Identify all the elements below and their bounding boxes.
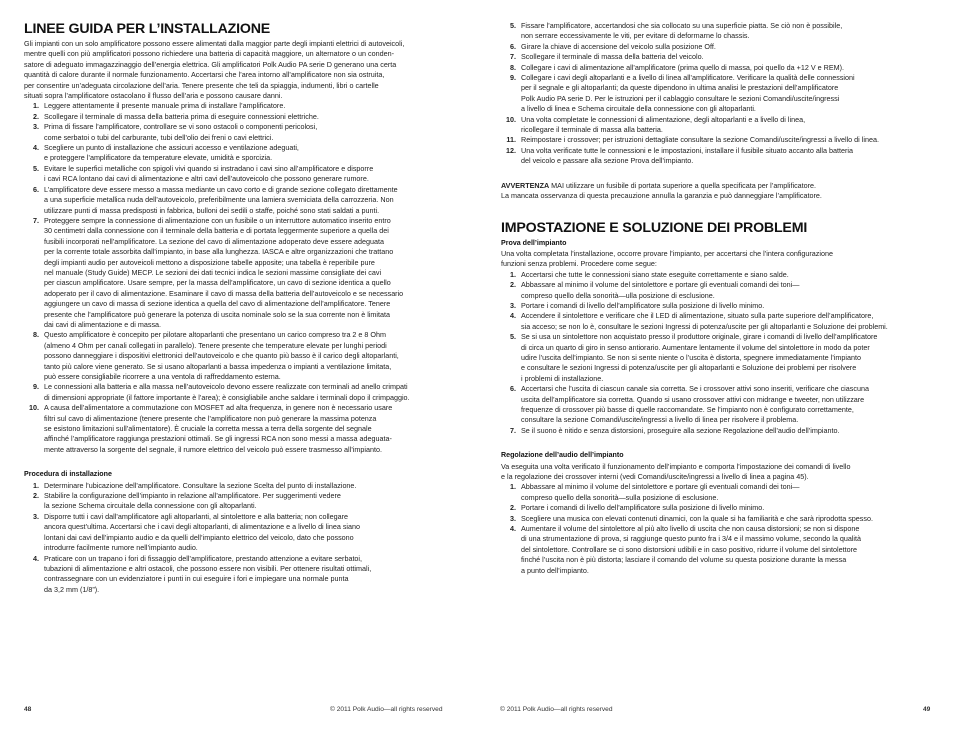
list-item xyxy=(501,311,936,332)
system-test-title: Prova dell’impianto xyxy=(501,238,567,247)
audio-adjustment-intro: Va eseguita una volta verificato il funzionamento dell’impianto e comporta l’impostazione dei comandi di livello e la regolazione dei crossover interni (vedi Comandi/uscite/ingressi a livello di linea a pagina 45). xyxy=(501,461,851,482)
list-item xyxy=(501,135,936,145)
list-item-number: 4. xyxy=(510,524,516,534)
list-item xyxy=(24,216,463,330)
installation-guidelines-title: LINEE GUIDA PER L’INSTALLAZIONE xyxy=(24,21,271,37)
list-item xyxy=(501,524,936,576)
list-item-number: 11. xyxy=(506,135,516,145)
list-item-number: 3. xyxy=(510,513,516,523)
list-item-number: 5. xyxy=(510,21,516,30)
copyright-right: © 2011 Polk Audio—all rights reserved xyxy=(500,706,613,713)
list-item xyxy=(501,280,936,301)
list-item-text: Accertarsi che tutte le connessioni siano state eseguite correttamente e siano salde. xyxy=(521,269,789,279)
warning-note xyxy=(501,181,936,202)
procedure-list xyxy=(24,481,463,595)
list-item-text: A causa dell’alimentatore a commutazione con MOSFET ad alta frequenza, in genere non è necessario usare filtri sul cavo di alimentazione (tenere presente che l’amplificatore non può generare la massima potenza se esistono limitazioni sull’alimentatore). È cruciale la corretta messa a terra della sorgente del segnale affinché l’amplificatore raggiunga prestazioni ottimali. Se gli ingressi RCA non sono messi a massa adeguata- mente attraverso la sorgente del segnale, il rumore elettrico del veicolo può essere trasmesso all’impianto. xyxy=(44,403,393,454)
warning-label: AVVERTENZA xyxy=(501,180,550,190)
list-item xyxy=(501,146,936,167)
list-item xyxy=(24,512,463,554)
list-item xyxy=(501,384,936,426)
list-item-number: 4. xyxy=(33,143,39,153)
list-item-number: 5. xyxy=(33,163,39,173)
list-item-number: 7. xyxy=(510,425,516,435)
list-item-number: 1. xyxy=(510,482,516,492)
list-item xyxy=(24,122,463,143)
list-item-number: 4. xyxy=(33,553,39,563)
list-item-text: Praticare con un trapano i fori di fissaggio dell’amplificatore, prestando attenzione a evitare serbatoi, tubazioni di alimentazione e altri ostacoli, che possono essere non visibili. Per ottenere risultati ottimali, contrassegnare con un evidenziatore i punti in cui eseguire i fori e impiegare una normale punta da 3,2 mm (1/8”). xyxy=(44,553,372,594)
list-item-number: 6. xyxy=(510,41,516,51)
list-item-number: 7. xyxy=(33,215,39,225)
list-item xyxy=(24,403,463,455)
guidelines-list xyxy=(24,101,463,455)
list-item xyxy=(501,332,936,384)
list-item xyxy=(501,52,936,62)
list-item-number: 1. xyxy=(33,480,39,490)
list-item-number: 5. xyxy=(510,332,516,342)
list-item-text: Prima di fissare l’amplificatore, controllare se vi sono ostacoli o componenti pericolosi, come serbatoi o tubi del carburante, tubi dell’olio dei freni o cavi elettrici. xyxy=(44,122,318,142)
list-item xyxy=(501,270,936,280)
list-item-text: Abbassare al minimo il volume del sintolettore e portare gli eventuali comandi dei toni— compreso quello della sonorità—sulla posizione di esclusione. xyxy=(521,482,800,502)
page-number-left: 48 xyxy=(24,706,32,713)
list-item-number: 1. xyxy=(33,101,39,111)
list-item-text: Reimpostare i crossover; per istruzioni dettagliate consultare la sezione Comandi/uscite/ingressi a livello di linea. xyxy=(521,135,879,145)
list-item xyxy=(24,112,463,122)
list-item-number: 10. xyxy=(29,403,39,413)
list-item-text: Una volta verificate tutte le connessioni e le impostazioni, installare il fusibile situato accanto alla batteria del veicolo e passare alla sezione Prova dell’impianto. xyxy=(521,145,854,166)
list-item xyxy=(501,63,936,73)
list-item xyxy=(501,115,936,136)
list-item-text: Collegare i cavi degli altoparlanti e a livello di linea all’amplificatore. Verificare la qualità delle connessioni per il segnale e gli altoparlanti; da queste dipendono in ultima analisi le prestazioni dell’amplificatore Polk Audio PA serie D. Per le istruzioni per il cablaggio consultare le sezioni Comandi/uscite/ingressi a livello di linea e Schema circuitale della connessione con gli altoparlanti. xyxy=(521,73,855,114)
right-page xyxy=(477,0,954,738)
procedure-list-continued xyxy=(501,21,936,167)
list-item-number: 9. xyxy=(33,382,39,392)
list-item-number: 3. xyxy=(33,511,39,521)
list-item-number: 8. xyxy=(510,62,516,72)
list-item-text: Determinare l’ubicazione dell’amplificatore. Consultare la sezione Scelta del punto di installazione. xyxy=(44,480,357,490)
list-item xyxy=(501,482,936,503)
list-item-text: Scollegare il terminale di massa della batteria prima di eseguire connessioni elettriche. xyxy=(44,111,319,121)
list-item-text: Girare la chiave di accensione del veicolo sulla posizione Off. xyxy=(521,41,716,51)
list-item-number: 4. xyxy=(510,311,516,321)
list-item-text: Una volta completate le connessioni di alimentazione, degli altoparlanti e a livello di linea, ricollegare il terminale di massa alla batteria. xyxy=(521,114,806,135)
list-item-text: Abbassare al minimo il volume del sintolettore e portare gli eventuali comandi dei toni— compreso quello della sonorità—ulla posizione di esclusione. xyxy=(521,280,800,300)
list-item-text: Le connessioni alla batteria e alla massa nell’autoveicolo devono essere realizzate con terminali ad anello crimpati di dimensioni appropriate (il fattore importante è l’area); è consigliabile anche saldare i terminali dopo il crimpaggio. xyxy=(44,382,410,402)
list-item-text: L’amplificatore deve essere messo a massa mediante un cavo corto e di grande sezione collegato direttamente a una superficie metallica nuda dell’autoveicolo, preferibilmente una lamiera sverniciata della carrozzeria. Non utilizzare punti di massa predisposti in fabbrica, bulloni dei sedili o staffe, poiché sono stati saldati a punti. xyxy=(44,184,398,215)
list-item-number: 6. xyxy=(33,184,39,194)
list-item-number: 2. xyxy=(33,111,39,121)
list-item-text: Se il suono è nitido e senza distorsioni, proseguire alla sezione Regolazione dell’audio dell’impianto. xyxy=(521,425,840,435)
copyright-left: © 2011 Polk Audio—all rights reserved xyxy=(330,706,443,713)
list-item xyxy=(24,554,463,596)
list-item-text: Leggere attentamente il presente manuale prima di installare l’amplificatore. xyxy=(44,101,286,111)
list-item xyxy=(501,514,936,524)
warning-text: MAI utilizzare un fusibile di portata superiore a quella specificata per l’amplificatore. La mancata osservanza di questa precauzione annulla la garanzia e può danneggiare l’amplificatore. xyxy=(501,180,822,201)
list-item xyxy=(24,164,463,185)
list-item xyxy=(24,382,463,403)
list-item xyxy=(501,426,936,436)
list-item-text: Se si usa un sintolettore non acquistato presso il produttore originale, girare i comandi di livello dell’amplificatore di circa un quarto di giro in senso antiorario. Aumentare lentamente il volume del sintolettore in modo da poter udire l’uscita dell’impianto. Se non si sente niente o l’uscita è distorta, spegnere immediatamente l’impianto e consultare le sezioni Ingressi di potenza/uscite per gli altoparlanti e Soluzione dei problemi per risolvere i problemi di installazione. xyxy=(521,332,878,383)
audio-adjustment-list xyxy=(501,482,936,576)
list-item-number: 9. xyxy=(510,73,516,83)
troubleshooting-title: IMPOSTAZIONE E SOLUZIONE DEI PROBLEMI xyxy=(501,219,808,236)
system-test-intro: Una volta completata l’installazione, occorre provare l’impianto, per accertarsi che l’intera configurazione funzioni senza problemi. Procedere come segue: xyxy=(501,248,833,269)
installation-intro: Gli impianti con un solo amplificatore possono essere alimentati dalla maggior parte degli impianti elettrici di autoveicoli, mentre quelli con più amplificatori possono richiedere una batteria di capacità maggiore, un alternatore o un conden- satore di adeguato immagazzinaggio dell’energia elettrica. Gli amplificatori Polk Audio PA serie D generano una certa quantità di calore durante il normale funzionamento. Accertarsi che l’area intorno all’amplificatore non sia ostruita, per consentire un’adeguata circolazione dell’aria. Tenere presente che teli da spiaggia, indumenti, libri o cartelle situati sopra l’amplificatore ostacolano il flusso dell’aria e possono causare danni. xyxy=(24,39,405,101)
list-item-text: Scegliere una musica con elevati contenuti dinamici, con la quale si ha familiarità e che sarà riprodotta spesso. xyxy=(521,513,873,523)
list-item-text: Scegliere un punto di installazione che assicuri accesso e ventilazione adeguati, e proteggere l’amplificatore da temperature elevate, umidità e sporcizia. xyxy=(44,143,299,163)
list-item-number: 12. xyxy=(506,145,516,155)
list-item xyxy=(501,301,936,311)
list-item-text: Stabilire la configurazione dell’impianto in relazione all’amplificatore. Per suggerimenti vedere la sezione Schema circuitale della connessione con gli altoparlanti. xyxy=(44,491,341,511)
list-item-number: 6. xyxy=(510,384,516,394)
list-item-number: 7. xyxy=(510,52,516,62)
list-item xyxy=(24,491,463,512)
list-item xyxy=(501,73,936,115)
list-item-number: 1. xyxy=(510,269,516,279)
list-item-number: 8. xyxy=(33,330,39,340)
list-item-text: Aumentare il volume del sintolettore al più alto livello di uscita che non causa distorsioni; se non si dispone di una strumentazione di prova, si raggiunge questo punto fra i 3/4 e il massimo volume, secondo la qualità del sintolettore. Controllare se ci sono distorsioni udibili e in caso positivo, ridurre il volume del sintolettore finché l’uscita non è più distorta; lasciare il comando del volume su questa posizione durante la messa a punto dell’impianto. xyxy=(521,524,862,575)
list-item-text: Questo amplificatore è concepito per pilotare altoparlanti che presentano un carico compreso tra 2 e 8 Ohm (almeno 4 Ohm per canali collegati in parallelo). Tenere presente che temperature elevate per lunghi periodi possono danneggiare i dispositivi elettronici dell’autoveicolo e che quanto più basso è il carico degli altoparlanti, tanto più calore viene generato. Se si usano altoparlanti a bassa impedenza o impianti a ventilazione limitata, può essere consigliabile ricorrere a una ventola di raffreddamento esterna. xyxy=(44,330,399,381)
list-item-text: Portare i comandi di livello dell’amplificatore sulla posizione di livello minimo. xyxy=(521,300,765,310)
list-item xyxy=(501,21,936,42)
list-item-text: Evitare le superfici metalliche con spigoli vivi quando si instradano i cavi sino all’amplificatore e disporre i cavi RCA lontano dai cavi di alimentazione e altri cavi dell’autoveicolo che possono generare rumore. xyxy=(44,163,374,184)
installation-procedure-title: Procedura di installazione xyxy=(24,470,112,479)
list-item-number: 10. xyxy=(506,114,516,124)
list-item-number: 2. xyxy=(510,280,516,290)
list-item-text: Portare i comandi di livello dell’amplificatore sulla posizione di livello minimo. xyxy=(521,503,765,513)
list-item xyxy=(501,42,936,52)
list-item-text: Accertarsi che l’uscita di ciascun canale sia corretta. Se i crossover attivi sono inseriti, verificare che ciascuna uscita dell’amplificatore sia corretta. Quando si usano crossover attivi con midrange e tweeter, non utilizzare frequenze di crossover più basse di quelle raccomandate. Se l’impianto non è configurato correttamente, consultare la sezione Comandi/uscite/ingressi a livello di linea per risolvere il problema. xyxy=(521,384,869,425)
system-test-list xyxy=(501,270,936,437)
list-item-text: Proteggere sempre la connessione di alimentazione con un fusibile o un interruttore automatico inserito entro 30 centimetri dalla connessione con il terminale della batteria e di portata leggermente superiore a quella dei fusibili incorporati nell’amplificatore. La sezione del cavo di alimentazione adoperato deve essere adeguata per la corrente totale assorbita dall’impianto, in base alla lunghezza. IASCA e altre organizzazioni che trattano degli impianti audio per autoveicoli mettono a disposizione tabelle apposite; una tabella è reperibile pure nel manuale (Study Guide) MECP. Le sezioni dei dati tecnici indica le sezioni massime consigliate dei cavi per ciascun amplificatore. Usare sempre, per la massa dell’amplificatore, un cavo di sezione identica a quello adoperato per il cavo di alimentazione. Esaminare il cavo di massa della batteria dell’autoveicolo e se necessario aggiungere un cavo di massa di sezione identica a quella del cavo di alimentazione dell’amplificatore. Tenere presente che l’amplificatore può generare la potenza di uscita nominale solo se la sua corrente non è limitata dai cavi di alimentazione e di massa. xyxy=(44,215,404,329)
list-item xyxy=(24,330,463,382)
page-number-right: 49 xyxy=(923,706,931,713)
list-item xyxy=(24,185,463,216)
list-item-text: Fissare l’amplificatore, accertandosi che sia collocato su una superficie piatta. Se ciò non è possibile, non serrare eccessivamente le viti, per evitare di deformarne lo chassis. xyxy=(521,21,843,41)
list-item xyxy=(24,143,463,164)
list-item-text: Disporre tutti i cavi dall’amplificatore agli altoparlanti, al sintolettore e alla batteria; non collegare ancora quest’ultima. Accertarsi che i cavi degli altoparlanti, di alimentazione e a livello di linea siano lontani dai cavi dell’impianto audio e da quelli dell’impianto elettrico del veicolo, dato che possono introdurre facilmente rumore nell’impianto audio. xyxy=(44,511,361,553)
list-item xyxy=(24,481,463,491)
list-item-number: 2. xyxy=(33,491,39,501)
list-item-number: 2. xyxy=(510,503,516,513)
list-item-text: Collegare i cavi di alimentazione all’amplificatore (prima quello di massa, poi quello da +12 V e REM). xyxy=(521,62,844,72)
list-item-number: 3. xyxy=(510,300,516,310)
list-item xyxy=(501,503,936,513)
audio-adjustment-title: Regolazione dell’audio dell’impianto xyxy=(501,451,624,460)
list-item-text: Accendere il sintolettore e verificare che il LED di alimentazione, situato sulla parte superiore dell’amplificatore, sia acceso; se non lo è, consultare le sezioni Ingressi di potenza/uscite per gli altoparlanti e Soluzione dei problemi. xyxy=(521,311,888,331)
list-item-number: 3. xyxy=(33,122,39,132)
list-item xyxy=(24,101,463,111)
list-item-text: Scollegare il terminale di massa della batteria del veicolo. xyxy=(521,52,704,62)
